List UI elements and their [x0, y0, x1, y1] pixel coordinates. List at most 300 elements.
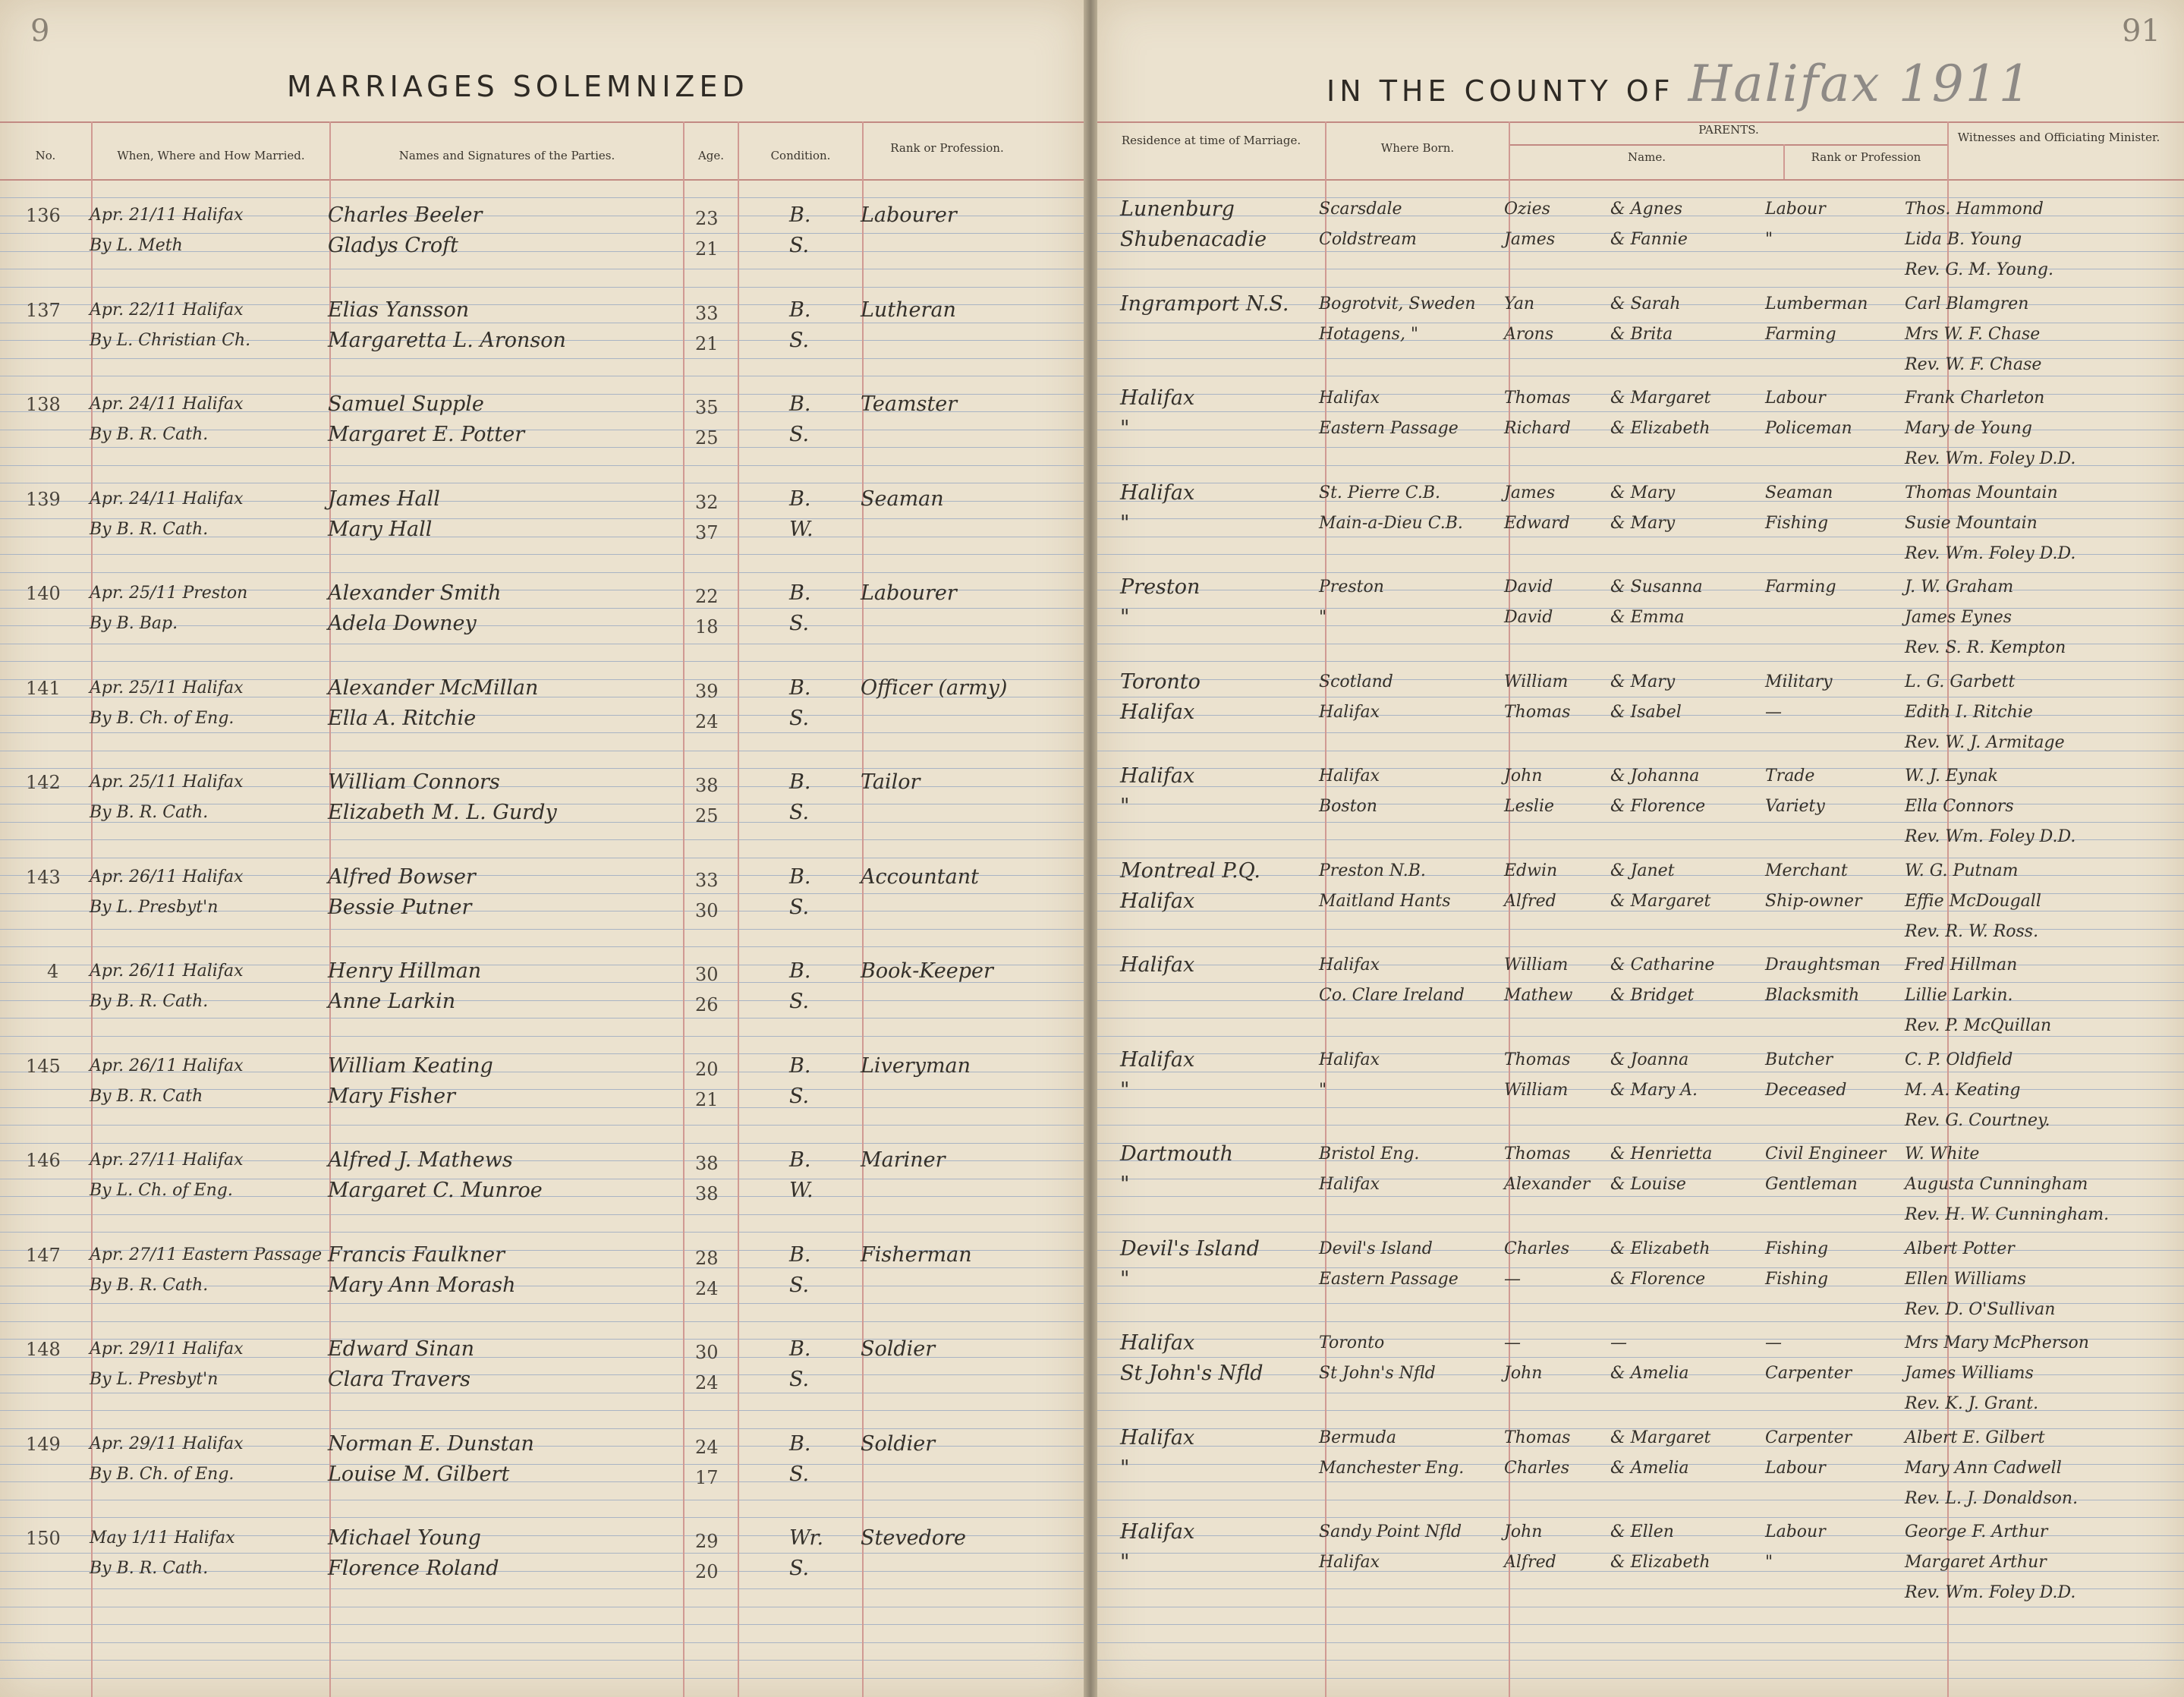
- entry-bride-name: Elizabeth M. L. Gurdy: [328, 801, 557, 824]
- left-page-ruled-line: [0, 1267, 1084, 1268]
- entry-bride-age: 20: [695, 1561, 719, 1582]
- entry-witness: Augusta Cunningham: [1905, 1175, 2088, 1194]
- left-page-ruled-line: [0, 465, 1084, 466]
- col-header-condition: Condition.: [770, 149, 831, 162]
- left-page-ruled-line: [0, 768, 1084, 769]
- entry-residence: ": [1120, 1456, 1130, 1480]
- right-heading-handwritten: Halifax 1911: [1688, 55, 2032, 113]
- left-page-ruled-line: [0, 1410, 1084, 1411]
- entry-parent-rank: Ship-owner: [1765, 891, 1862, 911]
- entry-witness: L. G. Garbett: [1905, 672, 2016, 691]
- entry-parent-rank: —: [1765, 1333, 1782, 1352]
- entry-witness: W. White: [1905, 1144, 1980, 1163]
- left-page-ruled-line: [0, 1553, 1084, 1554]
- entry-groom-condition: B.: [789, 770, 811, 794]
- entry-groom-age: 38: [695, 1153, 719, 1174]
- entry-birthplace: Scotland: [1319, 672, 1393, 691]
- entry-mother-name: & Brita: [1610, 324, 1673, 344]
- col-header-rank: Rank or Profession.: [890, 141, 1004, 155]
- entry-bride-condition: S.: [789, 801, 810, 824]
- col-header-parent-name: Name.: [1628, 150, 1666, 164]
- left-page-ruled-line: [0, 572, 1084, 573]
- left-page-heading: MARRIAGES SOLEMNIZED: [287, 70, 749, 103]
- entry-when-line: By B. R. Cath.: [90, 803, 209, 822]
- entry-birthplace: Halifax: [1319, 702, 1380, 722]
- entry-number: 142: [26, 772, 61, 793]
- entry-father-name: Yan: [1504, 294, 1535, 313]
- entry-officiating-minister: Rev. H. W. Cunningham.: [1905, 1205, 2110, 1224]
- entry-father-name: James: [1504, 230, 1556, 249]
- entry-birthplace: Bermuda: [1319, 1428, 1396, 1447]
- left-page-ruled-line: [0, 1303, 1084, 1304]
- entry-father-name: Edwin: [1504, 861, 1558, 880]
- entry-witness: Mary de Young: [1905, 419, 2032, 438]
- entry-officiating-minister: Rev. W. J. Armitage: [1905, 732, 2065, 752]
- entry-witness: Edith I. Ritchie: [1905, 702, 2033, 722]
- entry-groom-age: 32: [695, 491, 719, 513]
- entry-father-name: Charles: [1504, 1458, 1569, 1478]
- entry-birthplace: Main-a-Dieu C.B.: [1319, 513, 1463, 533]
- entry-when-line: Apr. 24/11 Halifax: [90, 395, 244, 414]
- left-page-ruled-line: [0, 1214, 1084, 1215]
- entry-when-line: By L. Presbyt'n: [90, 1370, 219, 1389]
- entry-witness: Mary Ann Cadwell: [1905, 1458, 2062, 1478]
- entry-residence: Halifax: [1120, 480, 1195, 505]
- entry-birthplace: Scarsdale: [1319, 200, 1402, 219]
- entry-bride-age: 21: [695, 332, 719, 354]
- col-header-parent-rank: Rank or Profession: [1811, 150, 1921, 164]
- entry-mother-name: & Susanna: [1610, 578, 1703, 597]
- left-page-ruled-line: [0, 554, 1084, 555]
- entry-when-line: Apr. 29/11 Halifax: [90, 1434, 244, 1453]
- entry-parent-rank: Policeman: [1765, 419, 1852, 438]
- entry-birthplace: Preston: [1319, 578, 1384, 597]
- entry-mother-name: & Florence: [1610, 1269, 1706, 1289]
- entry-mother-name: & Margaret: [1610, 1428, 1711, 1447]
- entry-father-name: John: [1504, 1522, 1543, 1541]
- entry-bride-age: 17: [695, 1466, 719, 1488]
- entry-rank: Tailor: [861, 770, 920, 794]
- entry-father-name: Thomas: [1504, 1428, 1571, 1447]
- entry-birthplace: Eastern Passage: [1319, 1269, 1459, 1289]
- entry-when-line: By L. Meth: [90, 236, 183, 255]
- left-page-ruled-line: [0, 929, 1084, 930]
- entry-residence: ": [1120, 417, 1130, 440]
- entry-residence: Halifax: [1120, 1331, 1195, 1355]
- entry-parent-rank: Butcher: [1765, 1050, 1833, 1069]
- left-page-ruled-line: [0, 732, 1084, 733]
- entry-mother-name: & Mary A.: [1610, 1080, 1698, 1100]
- entry-parent-rank: Labour: [1765, 1458, 1826, 1478]
- entry-bride-condition: S.: [789, 612, 810, 635]
- entry-number: 149: [26, 1433, 61, 1455]
- entry-mother-name: & Johanna: [1610, 767, 1700, 786]
- entry-birthplace: Devil's Island: [1319, 1239, 1433, 1258]
- entry-groom-condition: B.: [789, 675, 811, 700]
- entry-father-name: —: [1504, 1269, 1521, 1289]
- left-page-ruled-line: [0, 447, 1084, 448]
- entry-groom-name: Edward Sinan: [328, 1337, 474, 1361]
- left-page-ruled-line: [0, 893, 1084, 894]
- entry-rank: Liveryman: [861, 1053, 971, 1078]
- entry-number: 138: [26, 394, 61, 415]
- entry-when-line: Apr. 24/11 Halifax: [90, 489, 244, 508]
- entry-groom-age: 20: [695, 1058, 719, 1080]
- entry-groom-name: Norman E. Dunstan: [328, 1431, 534, 1456]
- right-page: [1097, 0, 2184, 1697]
- entry-mother-name: & Joanna: [1610, 1050, 1689, 1069]
- entry-parent-rank: Blacksmith: [1765, 986, 1860, 1005]
- entry-when-line: Apr. 29/11 Halifax: [90, 1340, 244, 1359]
- entry-mother-name: & Fannie: [1610, 230, 1688, 249]
- entry-groom-age: 24: [695, 1436, 719, 1458]
- entry-witness: W. G. Putnam: [1905, 861, 2019, 880]
- entry-groom-condition: B.: [789, 486, 811, 511]
- entry-officiating-minister: Rev. K. J. Grant.: [1905, 1394, 2039, 1413]
- entry-parent-rank: Military: [1765, 672, 1833, 691]
- entry-number: 137: [26, 299, 61, 321]
- right-page-ruled-line: [1097, 1481, 2184, 1482]
- entry-officiating-minister: Rev. G. Courtney.: [1905, 1110, 2050, 1130]
- entry-father-name: James: [1504, 483, 1556, 502]
- entry-mother-name: & Florence: [1610, 797, 1706, 816]
- entry-birthplace: Halifax: [1319, 767, 1380, 786]
- left-column-divider: [738, 121, 739, 1697]
- entry-birthplace: Coldstream: [1319, 230, 1417, 249]
- entry-father-name: David: [1504, 608, 1553, 627]
- entry-bride-name: Mary Ann Morash: [328, 1273, 516, 1297]
- left-page-ruled-line: [0, 1321, 1084, 1322]
- entry-when-line: Apr. 25/11 Halifax: [90, 678, 244, 697]
- entry-officiating-minister: Rev. L. J. Donaldson.: [1905, 1488, 2079, 1508]
- entry-groom-name: Alfred J. Mathews: [328, 1148, 513, 1172]
- entry-father-name: Alfred: [1504, 891, 1556, 911]
- entry-when-line: May 1/11 Halifax: [90, 1529, 235, 1547]
- entry-bride-condition: S.: [789, 234, 810, 257]
- entry-bride-condition: S.: [789, 1462, 810, 1486]
- entry-witness: Ella Connors: [1905, 797, 2014, 816]
- entry-residence: Devil's Island: [1120, 1236, 1260, 1261]
- entry-when-line: By L. Christian Ch.: [90, 330, 251, 350]
- entry-witness: Thos. Hammond: [1905, 200, 2044, 219]
- entry-birthplace: Halifax: [1319, 389, 1380, 408]
- left-page: [0, 0, 1084, 1697]
- entry-rank: Soldier: [861, 1431, 936, 1456]
- right-page-ruled-line: [1097, 982, 2184, 983]
- right-page-ruled-line: [1097, 1517, 2184, 1518]
- entry-groom-age: 29: [695, 1531, 719, 1552]
- left-page-ruled-line: [0, 1660, 1084, 1661]
- entry-father-name: Mathew: [1504, 986, 1573, 1005]
- entry-father-name: John: [1504, 1364, 1543, 1383]
- entry-parent-rank: ": [1765, 230, 1773, 249]
- right-page-ruled-line: [1097, 1642, 2184, 1643]
- entry-groom-age: 28: [695, 1247, 719, 1269]
- entry-residence: ": [1120, 1267, 1130, 1291]
- entry-when-line: Apr. 27/11 Halifax: [90, 1151, 244, 1170]
- entry-bride-age: 37: [695, 521, 719, 543]
- entry-parent-rank: Deceased: [1765, 1080, 1847, 1100]
- left-page-ruled-line: [0, 358, 1084, 359]
- entry-when-line: By B. R. Cath: [90, 1086, 203, 1106]
- entry-bride-name: Margaret E. Potter: [328, 423, 525, 446]
- entry-mother-name: & Mary: [1610, 672, 1676, 691]
- entry-groom-name: Samuel Supple: [328, 392, 484, 416]
- entry-bride-condition: S.: [789, 423, 810, 446]
- entry-mother-name: & Mary: [1610, 513, 1676, 533]
- left-page-ruled-line: [0, 1018, 1084, 1019]
- entry-mother-name: & Amelia: [1610, 1458, 1689, 1478]
- entry-bride-condition: S.: [789, 1368, 810, 1391]
- right-page-ruled-line: [1097, 1678, 2184, 1679]
- entry-mother-name: & Ellen: [1610, 1522, 1674, 1541]
- entry-parent-rank: Fishing: [1765, 1239, 1829, 1258]
- entry-officiating-minister: Rev. W. F. Chase: [1905, 354, 2042, 374]
- entry-groom-age: 38: [695, 775, 719, 796]
- left-page-ruled-line: [0, 1125, 1084, 1126]
- entry-number: 145: [26, 1055, 61, 1077]
- entry-witness: W. J. Eynak: [1905, 767, 1998, 786]
- entry-mother-name: & Sarah: [1610, 294, 1681, 313]
- entry-number: 141: [26, 677, 61, 699]
- entry-officiating-minister: Rev. Wm. Foley D.D.: [1905, 827, 2076, 846]
- col-header-witnesses: Witnesses and Officiating Minister.: [1957, 131, 2160, 144]
- entry-birthplace: Halifax: [1319, 1553, 1380, 1572]
- entry-residence: ": [1120, 795, 1130, 818]
- entry-father-name: Richard: [1504, 419, 1571, 438]
- entry-when-line: Apr. 22/11 Halifax: [90, 300, 244, 320]
- entry-parent-rank: Labour: [1765, 389, 1826, 408]
- entry-when-line: By B. R. Cath.: [90, 992, 209, 1011]
- entry-bride-name: Louise M. Gilbert: [328, 1462, 510, 1486]
- col-header-no: No.: [35, 149, 56, 162]
- left-page-ruled-line: [0, 946, 1084, 947]
- entry-birthplace: ": [1319, 608, 1327, 627]
- entry-residence: ": [1120, 1173, 1130, 1196]
- col-header-when: When, Where and How Married.: [117, 149, 305, 162]
- entry-father-name: Leslie: [1504, 797, 1555, 816]
- entry-witness: Mrs Mary McPherson: [1905, 1333, 2089, 1352]
- entry-bride-name: Anne Larkin: [328, 990, 456, 1013]
- entry-witness: Albert Potter: [1905, 1239, 2015, 1258]
- entry-groom-condition: B.: [789, 392, 811, 416]
- left-column-divider: [862, 121, 864, 1697]
- left-page-header-rule-bottom: [0, 179, 1084, 181]
- entry-bride-name: Florence Roland: [328, 1557, 499, 1580]
- entry-father-name: Alfred: [1504, 1553, 1556, 1572]
- entry-witness: Mrs W. F. Chase: [1905, 324, 2041, 344]
- entry-bride-name: Mary Fisher: [328, 1084, 455, 1108]
- entry-parent-rank: Labour: [1765, 200, 1826, 219]
- left-page-ruled-line: [0, 1642, 1084, 1643]
- entry-residence: Halifax: [1120, 1425, 1195, 1450]
- entry-groom-condition: B.: [789, 1242, 811, 1267]
- right-page-header-rule-top: [1097, 121, 2184, 123]
- right-page-ruled-line: [1097, 287, 2184, 288]
- entry-mother-name: & Bridget: [1610, 986, 1695, 1005]
- left-page-ruled-line: [0, 1143, 1084, 1144]
- entry-witness: Ellen Williams: [1905, 1269, 2026, 1289]
- entry-groom-condition: B.: [789, 1337, 811, 1361]
- left-page-ruled-line: [0, 1232, 1084, 1233]
- right-page-ruled-line: [1097, 1660, 2184, 1661]
- entry-officiating-minister: Rev. S. R. Kempton: [1905, 638, 2066, 657]
- entry-parent-rank: Carpenter: [1765, 1428, 1852, 1447]
- entry-bride-condition: W.: [789, 517, 813, 541]
- entry-father-name: Thomas: [1504, 1144, 1571, 1163]
- entry-when-line: Apr. 26/11 Halifax: [90, 962, 244, 981]
- entry-residence: Ingramport N.S.: [1120, 291, 1289, 316]
- entry-father-name: Edward: [1504, 513, 1570, 533]
- entry-number: 150: [26, 1528, 61, 1549]
- entry-rank: Book-Keeper: [861, 959, 993, 983]
- left-page-ruled-line: [0, 1678, 1084, 1679]
- entry-rank: Accountant: [861, 864, 979, 889]
- entry-residence: ": [1120, 1078, 1130, 1102]
- entry-bride-age: 26: [695, 994, 719, 1015]
- left-page-ruled-line: [0, 661, 1084, 662]
- entry-birthplace: Halifax: [1319, 1175, 1380, 1194]
- entry-groom-age: 30: [695, 964, 719, 985]
- entry-officiating-minister: Rev. D. O'Sullivan: [1905, 1299, 2056, 1319]
- entry-when-line: By B. R. Cath.: [90, 1559, 209, 1578]
- entry-bride-name: Ella A. Ritchie: [328, 706, 477, 730]
- entry-mother-name: & Emma: [1610, 608, 1685, 627]
- right-page-heading: [1326, 55, 2032, 113]
- entry-number: 143: [26, 866, 61, 888]
- entry-when-line: By B. Ch. of Eng.: [90, 708, 234, 728]
- entry-residence: Montreal P.Q.: [1120, 858, 1260, 883]
- entry-bride-name: Margaret C. Munroe: [328, 1179, 543, 1202]
- entry-bride-age: 30: [695, 899, 719, 921]
- entry-father-name: Charles: [1504, 1239, 1569, 1258]
- entry-father-name: Ozies: [1504, 200, 1550, 219]
- entry-residence: Dartmouth: [1120, 1142, 1233, 1166]
- right-page-ruled-line: [1097, 572, 2184, 573]
- entry-rank: Lutheran: [861, 298, 956, 322]
- entry-groom-age: 22: [695, 586, 719, 607]
- right-heading-printed: IN THE COUNTY OF: [1326, 74, 1675, 108]
- entry-groom-age: 33: [695, 869, 719, 891]
- entry-parent-rank: Lumberman: [1765, 294, 1868, 313]
- entry-groom-condition: B.: [789, 1053, 811, 1078]
- entry-father-name: Alexander: [1504, 1175, 1591, 1194]
- entry-groom-age: 33: [695, 302, 719, 324]
- entry-number: 140: [26, 583, 61, 604]
- entry-birthplace: Boston: [1319, 797, 1377, 816]
- right-page-ruled-line: [1097, 822, 2184, 823]
- parents-subheader-rule: [1510, 144, 1947, 146]
- entry-bride-age: 25: [695, 805, 719, 826]
- entry-birthplace: Halifax: [1319, 1050, 1380, 1069]
- entry-officiating-minister: Rev. G. M. Young.: [1905, 260, 2053, 279]
- entry-bride-age: 38: [695, 1183, 719, 1204]
- entry-bride-name: Margaretta L. Aronson: [328, 328, 566, 352]
- entry-witness: Frank Charleton: [1905, 389, 2045, 408]
- entry-bride-condition: S.: [789, 328, 810, 352]
- entry-mother-name: & Elizabeth: [1610, 419, 1710, 438]
- entry-groom-name: Alexander McMillan: [328, 675, 539, 700]
- entry-witness: Lillie Larkin.: [1905, 986, 2013, 1005]
- entry-residence: ": [1120, 1551, 1130, 1574]
- entry-witness: James Williams: [1905, 1364, 2034, 1383]
- entry-witness: Margaret Arthur: [1905, 1553, 2047, 1572]
- right-page-ruled-line: [1097, 661, 2184, 662]
- entry-number: 139: [26, 488, 61, 510]
- col-header-names: Names and Signatures of the Parties.: [398, 149, 615, 162]
- entry-rank: Fisherman: [861, 1242, 972, 1267]
- entry-officiating-minister: Rev. Wm. Foley D.D.: [1905, 1583, 2076, 1602]
- entry-when-line: Apr. 27/11 Eastern Passage: [90, 1245, 323, 1264]
- entry-when-line: By B. Bap.: [90, 614, 178, 633]
- entry-officiating-minister: Rev. R. W. Ross.: [1905, 921, 2039, 941]
- entry-groom-age: 30: [695, 1342, 719, 1363]
- entry-groom-name: James Hall: [328, 486, 440, 511]
- entry-when-line: Apr. 25/11 Halifax: [90, 773, 244, 792]
- entry-witness: Lida B. Young: [1905, 230, 2022, 249]
- entry-birthplace: Toronto: [1319, 1333, 1385, 1352]
- parents-subcolumn-divider: [1783, 144, 1785, 179]
- right-page-ruled-line: [1097, 411, 2184, 412]
- entry-mother-name: & Henrietta: [1610, 1144, 1713, 1163]
- entry-groom-name: Alfred Bowser: [328, 864, 476, 889]
- entry-residence: Halifax: [1120, 953, 1195, 977]
- entry-bride-condition: S.: [789, 1273, 810, 1297]
- entry-father-name: William: [1504, 1080, 1569, 1100]
- entry-witness: M. A. Keating: [1905, 1080, 2021, 1100]
- entry-groom-name: William Connors: [328, 770, 500, 794]
- entry-officiating-minister: Rev. Wm. Foley D.D.: [1905, 543, 2076, 563]
- entry-bride-age: 24: [695, 710, 719, 732]
- entry-parent-rank: Trade: [1765, 767, 1815, 786]
- entry-witness: Albert E. Gilbert: [1905, 1428, 2045, 1447]
- entry-groom-condition: B.: [789, 959, 811, 983]
- entry-bride-condition: S.: [789, 1084, 810, 1108]
- entry-when-line: By B. Ch. of Eng.: [90, 1464, 234, 1484]
- entry-when-line: Apr. 26/11 Halifax: [90, 1056, 244, 1075]
- entry-residence: ": [1120, 511, 1130, 535]
- entry-rank: Soldier: [861, 1337, 936, 1361]
- entry-residence: Shubenacadie: [1120, 228, 1267, 251]
- entry-residence: Halifax: [1120, 889, 1195, 913]
- entry-mother-name: & Agnes: [1610, 200, 1683, 219]
- entry-mother-name: & Catharine: [1610, 956, 1715, 974]
- entry-rank: Labourer: [861, 581, 957, 605]
- entry-mother-name: —: [1610, 1333, 1627, 1352]
- entry-groom-condition: B.: [789, 203, 811, 227]
- right-page-ruled-line: [1097, 1232, 2184, 1233]
- entry-residence: Lunenburg: [1120, 197, 1235, 221]
- entry-witness: Susie Mountain: [1905, 513, 2038, 533]
- entry-birthplace: Sandy Point Nfld: [1319, 1522, 1462, 1541]
- entry-number: 147: [26, 1244, 61, 1266]
- entry-residence: Halifax: [1120, 386, 1195, 410]
- entry-parent-rank: Farming: [1765, 324, 1836, 344]
- entry-birthplace: Eastern Passage: [1319, 419, 1459, 438]
- entry-father-name: Thomas: [1504, 702, 1571, 722]
- left-page-header-rule-top: [0, 121, 1084, 123]
- entry-bride-condition: S.: [789, 895, 810, 919]
- entry-birthplace: Bogrotvit, Sweden: [1319, 294, 1476, 313]
- entry-groom-condition: B.: [789, 298, 811, 322]
- entry-parent-rank: Seaman: [1765, 483, 1833, 502]
- entry-residence: Halifax: [1120, 1047, 1195, 1072]
- entry-groom-condition: B.: [789, 1431, 811, 1456]
- col-header-age: Age.: [697, 149, 725, 162]
- entry-bride-name: Adela Downey: [328, 612, 477, 635]
- entry-when-line: Apr. 25/11 Preston: [90, 584, 248, 603]
- entry-birthplace: Hotagens, ": [1319, 324, 1419, 344]
